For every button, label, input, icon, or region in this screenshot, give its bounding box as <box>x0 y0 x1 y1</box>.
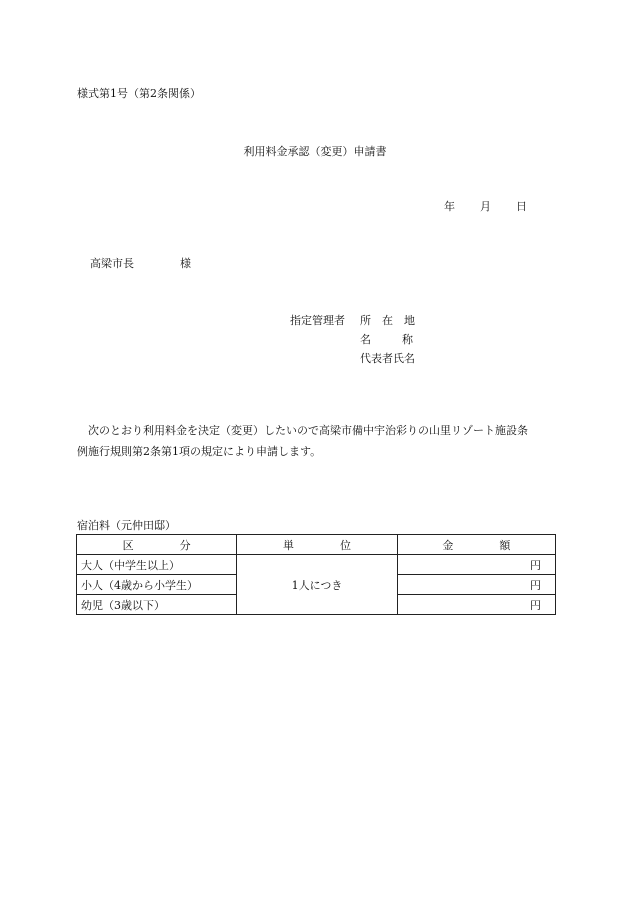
amount-cell: 円 <box>397 555 555 575</box>
unit-cell: 1人につき <box>237 555 397 615</box>
addressee-name: 高梁市長 <box>90 257 134 270</box>
applicant-field-name: 名称 <box>360 333 444 346</box>
header-unit: 単位 <box>237 535 397 555</box>
header-category: 区分 <box>77 535 237 555</box>
category-cell: 大人（中学生以上） <box>77 555 237 575</box>
amount-cell: 円 <box>397 575 555 595</box>
addressee <box>90 255 191 271</box>
amount-cell: 円 <box>397 595 555 615</box>
table-header-row <box>77 535 556 555</box>
date-month-label: 月 <box>480 200 491 213</box>
table-caption: 宿泊料（元仲田邸） <box>77 519 176 532</box>
document-title: 利用料金承認（変更）申請書 <box>243 145 387 158</box>
applicant-block <box>290 311 444 368</box>
applicant-field-representative: 代表者氏名 <box>360 352 415 365</box>
date-year-label: 年 <box>444 200 455 213</box>
body-line-2: 例施行規則第2条第1項の規定により申請します。 <box>77 445 322 458</box>
date-line <box>444 198 527 214</box>
addressee-honorific: 様 <box>180 257 191 270</box>
header-amount: 金額 <box>397 535 555 555</box>
request-body-text <box>77 420 557 462</box>
applicant-label: 指定管理者 <box>290 314 345 327</box>
fee-table <box>76 534 556 615</box>
category-cell: 小人（4歳から小学生） <box>77 575 237 595</box>
category-cell: 幼児（3歳以下） <box>77 595 237 615</box>
date-day-label: 日 <box>516 200 527 213</box>
applicant-field-location: 所在地 <box>360 314 426 327</box>
body-line-1: 次のとおり利用料金を決定（変更）したいので高梁市備中宇治彩りの山里リゾート施設条 <box>88 424 528 437</box>
form-number: 様式第1号（第2条関係） <box>77 87 201 100</box>
table-row <box>77 555 556 575</box>
